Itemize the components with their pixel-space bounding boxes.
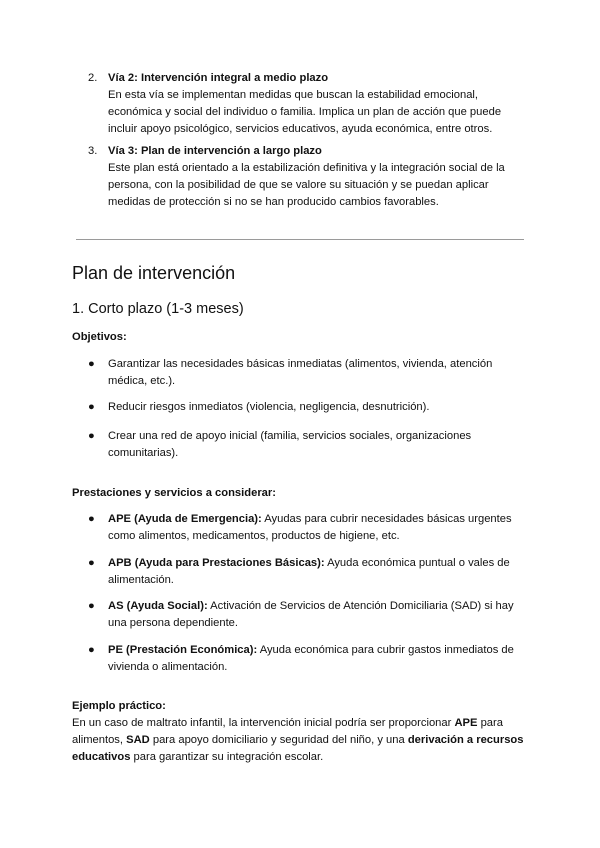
objective-text: Garantizar las necesidades básicas inmediatas (alimentos, vivienda, atención médica, etc.).	[108, 358, 493, 387]
example-text: para apoyo domiciliario y seguridad del niño, y una	[149, 734, 408, 746]
service-desc: Ayuda económica para cubrir gastos inmediatos de vivienda o alimentación.	[108, 644, 514, 673]
bullet-icon: ●	[88, 557, 95, 569]
item-body: En esta vía se implementan medidas que buscan la estabilidad emocional, económica y social del individuo o familia. Implica un plan de acción que puede incluir apoyo psicológico, servicios educativos, ayuda económica, entre otros.	[108, 89, 502, 135]
service-text	[108, 555, 526, 589]
objective-text: Reducir riesgos inmediatos (violencia, negligencia, desnutrición).	[108, 401, 430, 413]
example-text: para garantizar su integración escolar.	[130, 751, 324, 763]
example-bold: derivación a recursos educativos	[72, 734, 524, 763]
example-text: para alimentos,	[72, 717, 503, 746]
service-text	[108, 598, 526, 632]
numbered-item-via-2	[88, 70, 528, 135]
example-text: En un caso de maltrato infantil, la intervención inicial podría ser proporcionar	[72, 717, 455, 729]
bullet-icon: ●	[88, 430, 95, 442]
bullet-icon: ●	[88, 644, 95, 656]
numbered-item-via-3	[88, 143, 528, 208]
bullet-icon: ●	[88, 358, 95, 370]
section-title: Plan de intervención	[72, 263, 236, 283]
example-heading: Ejemplo práctico:	[72, 700, 166, 712]
example-bold: SAD	[126, 734, 150, 746]
item-body: Este plan está orientado a la estabilización definitiva y la integración social de la persona, con la posibilidad de que se valore su situación y se puedan aplicar medidas de protección si no se han producido cambios favorables.	[108, 162, 505, 208]
item-title: Vía 3: Plan de intervención a largo plazo	[108, 145, 322, 157]
objective-text: Crear una red de apoyo inicial (familia, servicios sociales, organizaciones comunitarias).	[108, 430, 472, 459]
service-desc: Ayuda económica puntual o vales de alimentación.	[108, 557, 510, 586]
bullet-icon: ●	[88, 513, 95, 525]
item-number: 2.	[88, 72, 98, 84]
service-desc: Activación de Servicios de Atención Domiciliaria (SAD) si hay una persona dependiente.	[108, 600, 514, 629]
example-bold: APE	[454, 717, 478, 729]
practical-example	[72, 698, 532, 766]
service-desc: Ayudas para cubrir necesidades básicas urgentes como alimentos, medicamentos, productos de higiene, etc.	[108, 513, 512, 542]
service-term: APE (Ayuda de Emergencia):	[108, 513, 262, 525]
service-text	[108, 511, 526, 545]
services-label: Prestaciones y servicios a considerar:	[72, 487, 276, 499]
service-text	[108, 642, 526, 676]
horizontal-divider	[76, 239, 524, 240]
objectives-label: Objetivos:	[72, 331, 127, 343]
subsection-title: 1. Corto plazo (1-3 meses)	[72, 301, 244, 317]
bullet-icon: ●	[88, 600, 95, 612]
service-term: AS (Ayuda Social):	[108, 600, 208, 612]
service-term: APB (Ayuda para Prestaciones Básicas):	[108, 557, 325, 569]
service-term: PE (Prestación Económica):	[108, 644, 258, 656]
item-title: Vía 2: Intervención integral a medio plazo	[108, 72, 329, 84]
item-number: 3.	[88, 145, 98, 157]
bullet-icon: ●	[88, 401, 95, 413]
